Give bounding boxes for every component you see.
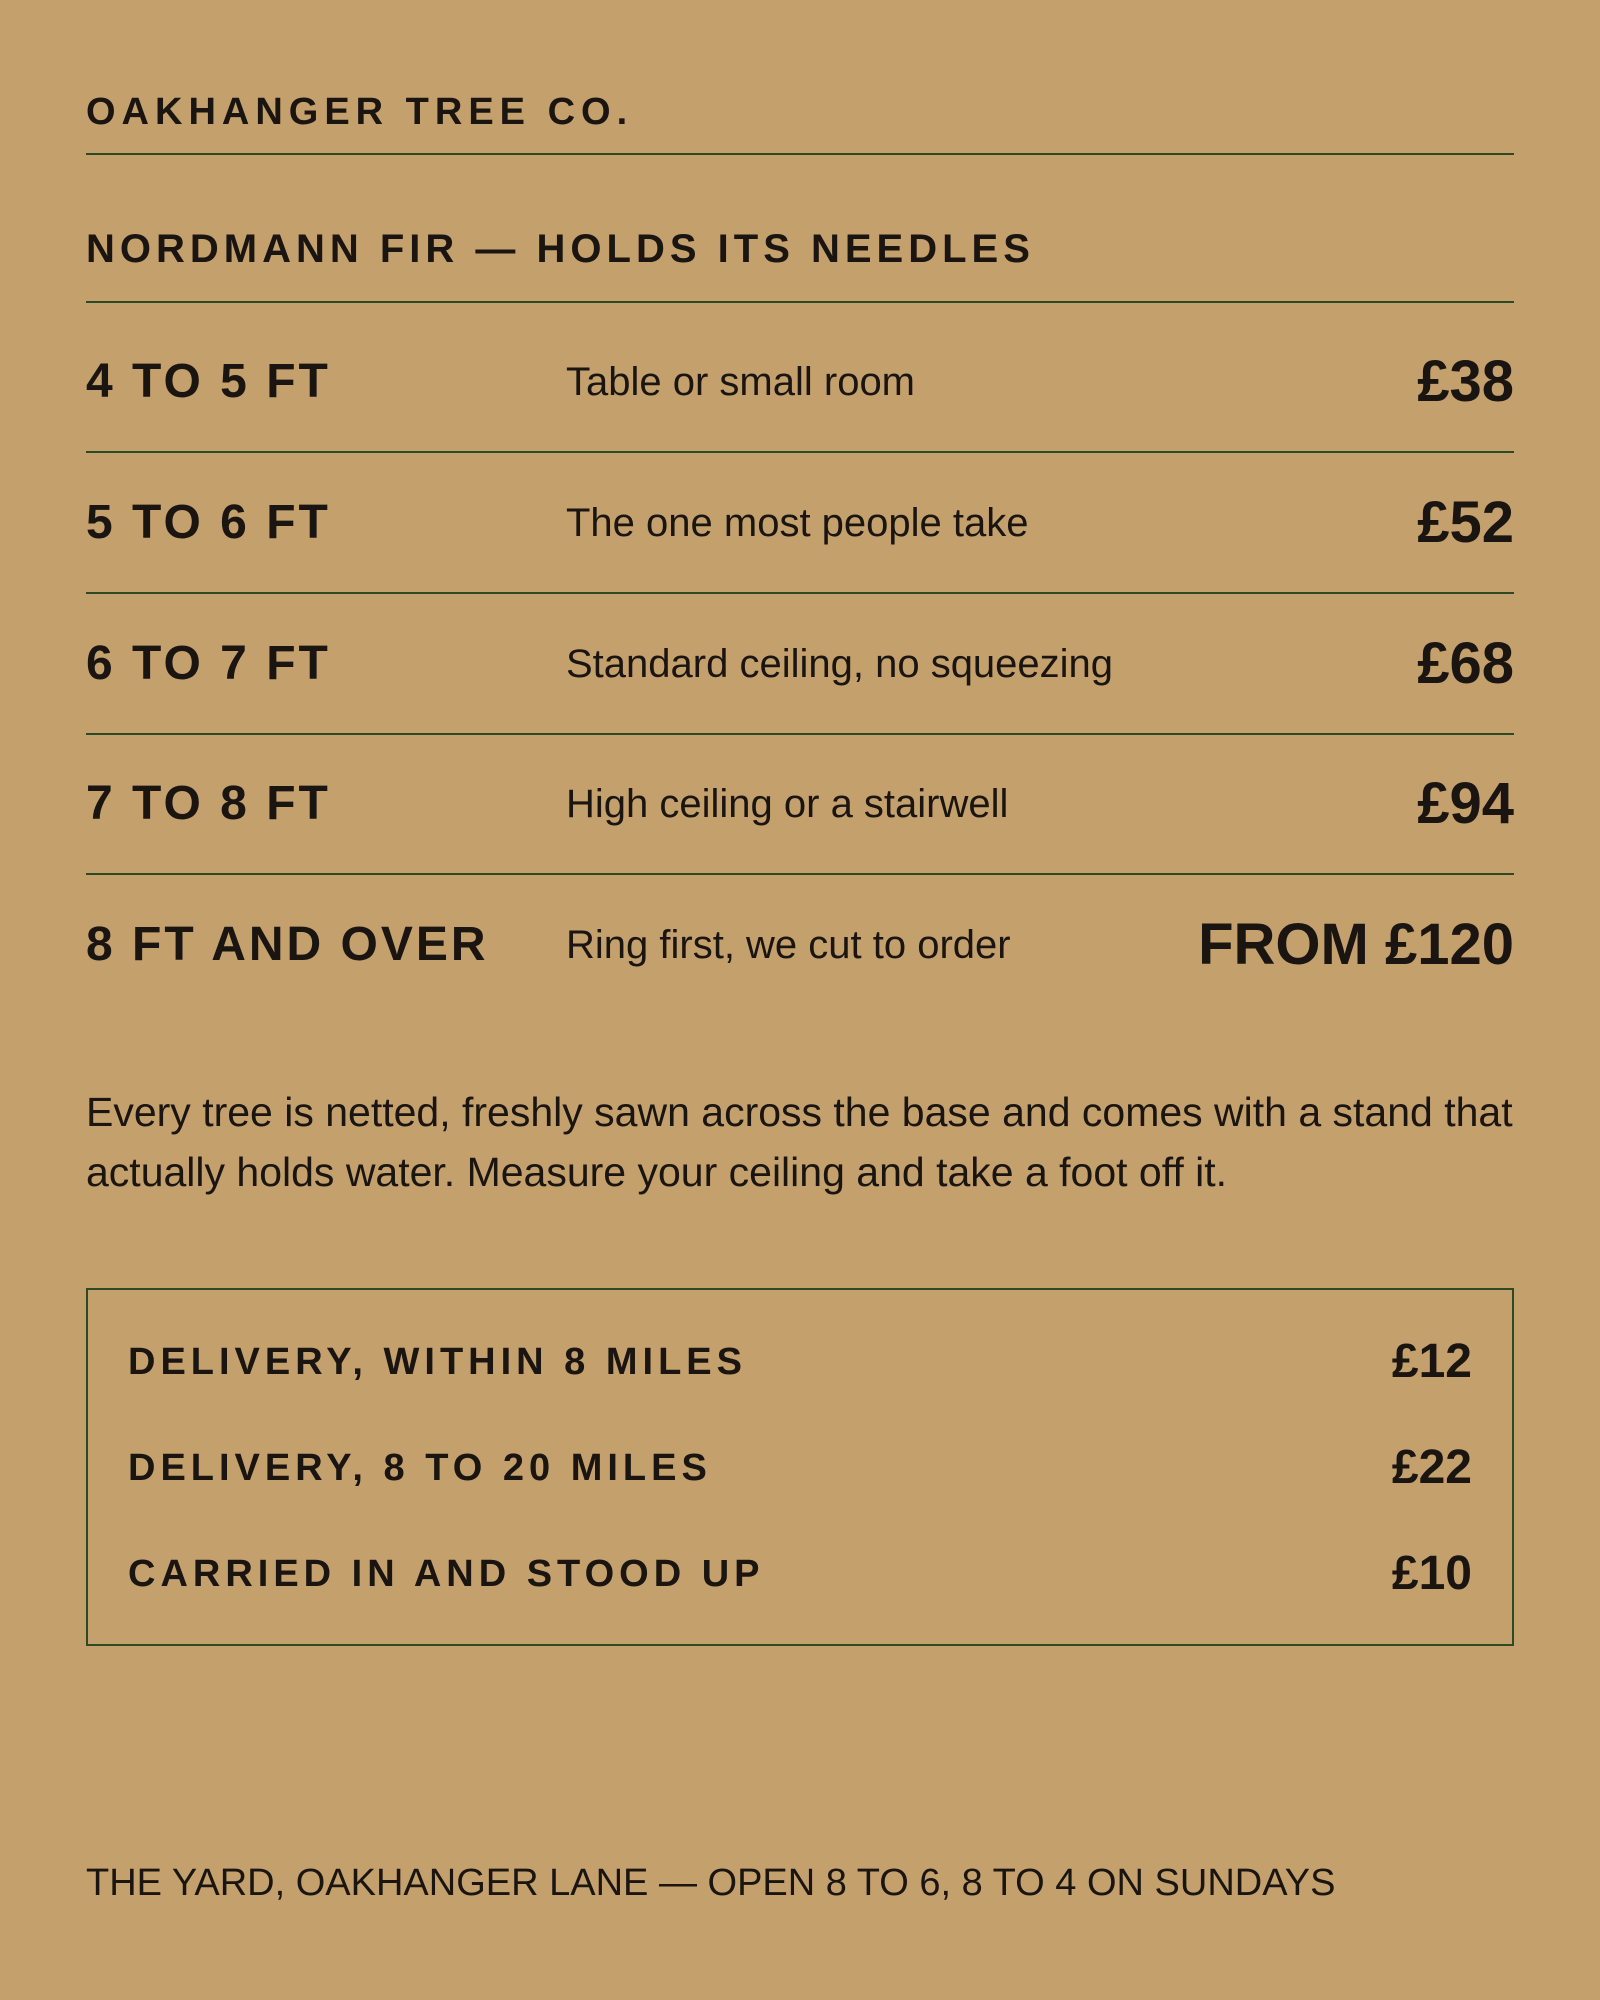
tree-description: High ceiling or a stairwell <box>566 782 1009 826</box>
intro-paragraph: Every tree is netted, freshly sawn across the base and comes with a stand that actually holds water. Measure your ceiling and take a foot off it. <box>86 1089 1513 1195</box>
brand-name: OAKHANGER TREE CO. <box>86 91 634 133</box>
delivery-box <box>86 1288 1514 1646</box>
tree-price: £68 <box>1417 631 1514 696</box>
delivery-label: DELIVERY, WITHIN 8 MILES <box>128 1341 747 1383</box>
section-title: NORDMANN FIR — HOLDS ITS NEEDLES <box>86 227 1035 271</box>
price-row <box>86 453 1514 593</box>
delivery-row <box>128 1544 1472 1604</box>
tree-price: £94 <box>1417 771 1514 836</box>
tree-price: FROM £120 <box>1198 912 1514 977</box>
tree-size: 8 FT AND OVER <box>86 918 489 971</box>
section-divider <box>86 301 1514 303</box>
delivery-row <box>128 1332 1472 1392</box>
price-row <box>86 734 1514 874</box>
tree-price: £52 <box>1417 490 1514 555</box>
tree-description: Ring first, we cut to order <box>566 923 1011 967</box>
tree-size: 7 TO 8 FT <box>86 777 331 830</box>
footer-address-hours: THE YARD, OAKHANGER LANE — OPEN 8 TO 6, 8 TO 4 ON SUNDAYS <box>86 1862 1336 1904</box>
tree-size: 6 TO 7 FT <box>86 637 331 690</box>
tree-size: 4 TO 5 FT <box>86 355 331 408</box>
tree-description: Standard ceiling, no squeezing <box>566 642 1114 686</box>
tree-description: The one most people take <box>566 501 1029 545</box>
price-row <box>86 875 1514 1015</box>
header-divider <box>86 153 1514 155</box>
delivery-price: £22 <box>1391 1441 1472 1494</box>
delivery-label: CARRIED IN AND STOOD UP <box>128 1553 765 1595</box>
price-row <box>86 312 1514 452</box>
price-row <box>86 594 1514 734</box>
tree-price: £38 <box>1417 349 1514 414</box>
tree-size: 5 TO 6 FT <box>86 496 331 549</box>
delivery-label: DELIVERY, 8 TO 20 MILES <box>128 1447 712 1489</box>
delivery-price: £12 <box>1391 1335 1472 1388</box>
tree-description: Table or small room <box>566 360 916 404</box>
delivery-price: £10 <box>1391 1547 1472 1600</box>
delivery-row <box>128 1438 1472 1498</box>
